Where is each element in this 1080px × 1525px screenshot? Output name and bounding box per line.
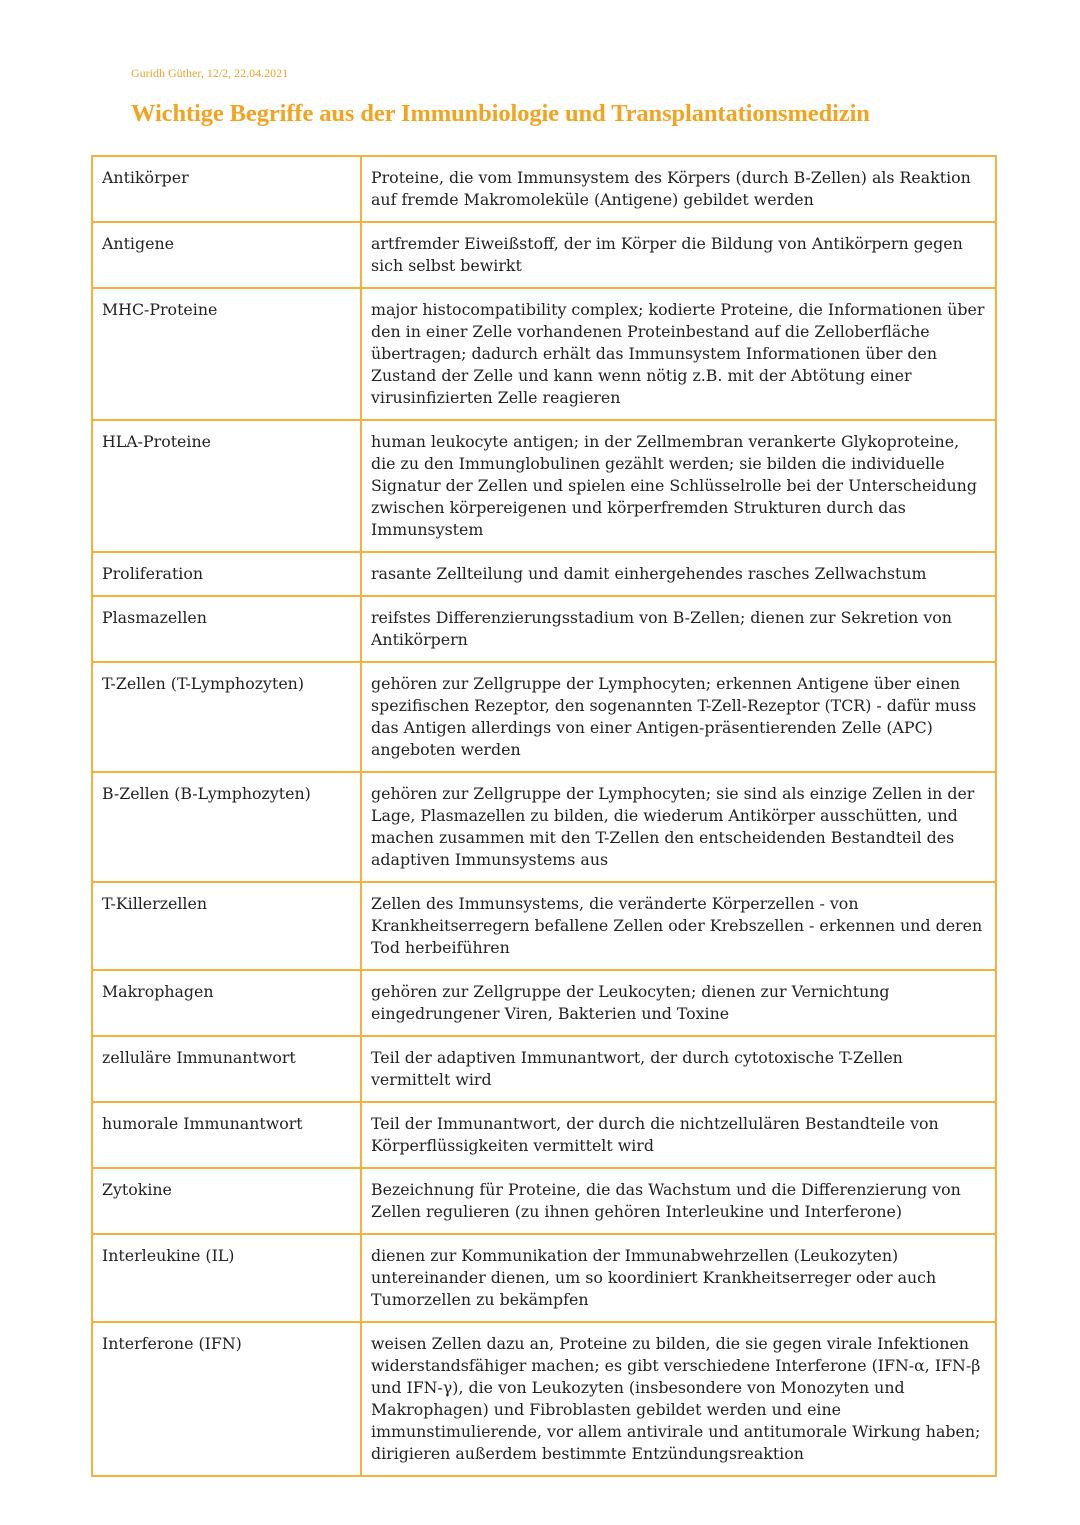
term-cell: zelluläre Immunantwort — [92, 1036, 361, 1102]
subterm-cell: Interferone (IFN) — [92, 1322, 361, 1476]
definition-cell: gehören zur Zellgruppe der Leukocyten; dienen zur Vernichtung eingedrungener Viren, Bakterien und Toxine — [361, 970, 996, 1036]
definition-extra-text: dirigieren außerdem bestimmte Entzündungsreaktion — [371, 1444, 804, 1463]
definition-text: weisen Zellen dazu an, Proteine zu bilden, die sie gegen virale Infektionen widerstandsfähiger machen; es gibt verschiedene Interferone (IFN-α, IFN-β und IFN-γ), die von Leukozyten (insbesondere von Monozyten und Makrophagen) und Fibroblasten gebildet werden und eine immunstimulierende, vor allem antivirale und antitumorale Wirkung haben; — [371, 1334, 981, 1441]
definition-cell: Bezeichnung für Proteine, die das Wachstum und die Differenzierung von Zellen regulieren (zu ihnen gehören Interleukine und Interferone) — [361, 1168, 996, 1234]
table-row — [92, 1036, 996, 1102]
definition-cell: gehören zur Zellgruppe der Lymphocyten; erkennen Antigene über einen spezifischen Rezeptor, den sogenannten T-Zell-Rezeptor (TCR) - dafür muss das Antigen allerdings von einer Antigen-präsentierenden Zelle (APC) angeboten werden — [361, 662, 996, 772]
definition-cell: Teil der adaptiven Immunantwort, der durch cytotoxische T-Zellen vermittelt wird — [361, 1036, 996, 1102]
glossary-table — [91, 155, 997, 1477]
definition-cell: dienen zur Kommunikation der Immunabwehrzellen (Leukozyten) untereinander dienen, um so koordiniert Krankheitserreger oder auch Tumorzellen zu bekämpfen — [361, 1234, 996, 1322]
table-row — [92, 552, 996, 596]
subterm-cell: Interleukine (IL) — [92, 1234, 361, 1322]
term-cell: Makrophagen — [92, 970, 361, 1036]
table-row — [92, 772, 996, 882]
definition-cell: Zellen des Immunsystems, die veränderte Körperzellen - von Krankheitserregern befallene Zellen oder Krebszellen - erkennen und deren Tod herbeiführen — [361, 882, 996, 970]
term-cell: HLA-Proteine — [92, 420, 361, 552]
term-cell: B-Zellen (B-Lymphozyten) — [92, 772, 361, 882]
term-cell: Proliferation — [92, 552, 361, 596]
definition-cell: reifstes Differenzierungsstadium von B-Zellen; dienen zur Sekretion von Antikörpern — [361, 596, 996, 662]
table-row — [92, 1102, 996, 1168]
table-row — [92, 156, 996, 222]
definition-cell: gehören zur Zellgruppe der Lymphocyten; sie sind als einzige Zellen in der Lage, Plasmazellen zu bilden, die wiederum Antikörper ausschütten, und machen zusammen mit den T-Zellen den entscheidenden Bestandteil des adaptiven Immunsystems aus — [361, 772, 996, 882]
definition-cell: rasante Zellteilung und damit einhergehendes rasches Zellwachstum — [361, 552, 996, 596]
definition-cell: human leukocyte antigen; in der Zellmembran verankerte Glykoproteine, die zu den Immunglobulinen gezählt werden; sie bilden die individuelle Signatur der Zellen und spielen eine Schlüsselrolle bei der Unterscheidung zwischen körpereigenen und körperfremden Strukturen durch das Immunsystem — [361, 420, 996, 552]
table-row — [92, 222, 996, 288]
term-cell: humorale Immunantwort — [92, 1102, 361, 1168]
definition-cell: artfremder Eiweißstoff, der im Körper die Bildung von Antikörpern gegen sich selbst bewirkt — [361, 222, 996, 288]
term-cell: T-Zellen (T-Lymphozyten) — [92, 662, 361, 772]
term-cell: MHC-Proteine — [92, 288, 361, 420]
term-cell: Antigene — [92, 222, 361, 288]
term-cell: Antikörper — [92, 156, 361, 222]
definition-cell: Proteine, die vom Immunsystem des Körpers (durch B-Zellen) als Reaktion auf fremde Makromoleküle (Antigene) gebildet werden — [361, 156, 996, 222]
term-cell: Plasmazellen — [92, 596, 361, 662]
table-row — [92, 662, 996, 772]
table-row — [92, 1168, 996, 1234]
table-row — [92, 882, 996, 970]
definition-cell: Teil der Immunantwort, der durch die nichtzellulären Bestandteile von Körperflüssigkeiten vermittelt wird — [361, 1102, 996, 1168]
term-cell: Zytokine — [92, 1168, 361, 1234]
page-title: Wichtige Begriffe aus der Immunbiologie und Transplantationsmedizin — [131, 100, 870, 127]
table-row — [92, 970, 996, 1036]
author-line: Guridh Güther, 12/2, 22.04.2021 — [131, 66, 289, 80]
definition-cell: major histocompatibility complex; kodierte Proteine, die Informationen über den in einer Zelle vorhandenen Proteinbestand auf die Zelloberfläche übertragen; dadurch erhält das Immunsystem Informationen über den Zustand der Zelle und kann wenn nötig z.B. mit der Abtötung einer virusinfizierten Zelle reagieren — [361, 288, 996, 420]
table-row — [92, 1322, 996, 1476]
table-row — [92, 1234, 996, 1322]
table-row — [92, 288, 996, 420]
table-row — [92, 596, 996, 662]
term-cell: T-Killerzellen — [92, 882, 361, 970]
definition-cell — [361, 1322, 996, 1476]
table-row — [92, 420, 996, 552]
